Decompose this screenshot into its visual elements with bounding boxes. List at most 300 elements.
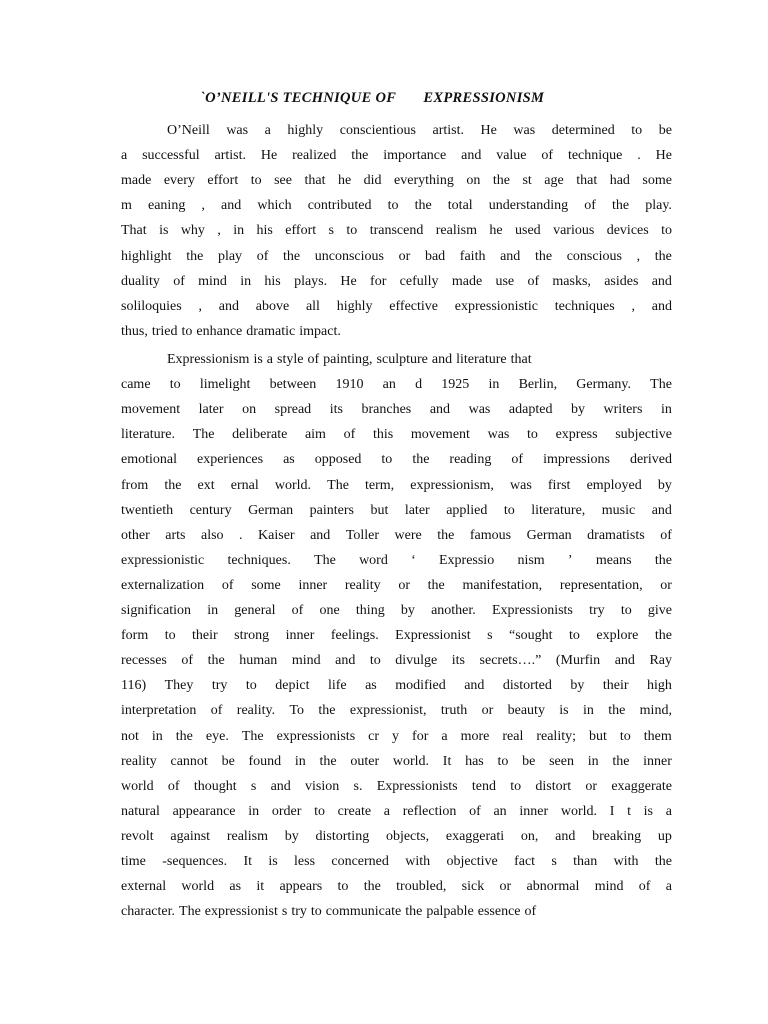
word: reality — [121, 753, 157, 769]
word: in — [151, 728, 163, 744]
word: highly — [336, 298, 373, 314]
word: breaking — [592, 828, 642, 844]
word: up — [657, 828, 672, 844]
word: understanding — [488, 198, 569, 214]
word: the — [207, 653, 225, 669]
word: in — [587, 753, 599, 769]
word: he — [489, 223, 503, 239]
word: communicate — [325, 904, 402, 920]
word: the — [654, 552, 672, 568]
word: world — [181, 879, 215, 895]
word: modified — [395, 678, 446, 694]
word: inner — [643, 753, 672, 769]
word: manifestation, — [462, 577, 543, 593]
text-line — [121, 376, 672, 394]
word: effort — [207, 173, 239, 189]
word: German — [526, 527, 572, 543]
word: movement — [410, 427, 470, 443]
word: distorted — [502, 678, 552, 694]
word: a — [121, 148, 128, 164]
word: adapted — [508, 402, 553, 418]
word: divulge — [395, 653, 438, 669]
word: beauty — [507, 703, 545, 719]
word: a — [665, 879, 672, 895]
word: inner — [519, 803, 549, 819]
word: is — [253, 352, 263, 367]
word: realized — [292, 148, 337, 164]
word: was — [226, 123, 249, 138]
word: as — [229, 879, 242, 895]
word: famous — [469, 527, 512, 543]
word: use — [495, 273, 515, 289]
word: form — [121, 628, 149, 644]
word: reflection — [402, 803, 457, 819]
word: to — [250, 173, 262, 189]
word: it — [256, 879, 265, 895]
word: were — [394, 527, 422, 543]
word: and — [555, 828, 576, 844]
word: that — [304, 173, 326, 189]
word: bad — [424, 248, 446, 264]
word: masks, — [552, 273, 591, 289]
word: expressionist, — [349, 703, 427, 719]
word: palpable — [426, 904, 474, 920]
word: in — [240, 273, 252, 289]
word: used — [515, 223, 541, 239]
word: reality; — [536, 728, 576, 744]
text-line — [121, 728, 672, 746]
word: externalization — [121, 577, 205, 593]
word: by — [657, 477, 672, 493]
word: to — [337, 879, 349, 895]
word: The — [241, 728, 264, 744]
word: asides — [604, 273, 639, 289]
word: in — [660, 402, 672, 418]
word: enhance — [196, 323, 243, 339]
word: cr — [368, 728, 380, 744]
word: thus, — [121, 323, 148, 339]
word: of — [167, 778, 180, 794]
word: subjective — [615, 427, 672, 443]
word: artist. — [432, 123, 464, 138]
word: , — [217, 223, 221, 239]
word: and — [464, 678, 485, 694]
word: is — [159, 223, 169, 239]
word: the — [654, 248, 672, 264]
word: exaggerate — [611, 778, 672, 794]
text-line — [121, 878, 672, 896]
word: is — [268, 854, 278, 869]
word: to — [510, 778, 522, 794]
word: of — [210, 703, 223, 719]
word: The — [650, 377, 672, 393]
word: seen — [549, 753, 574, 769]
word: , — [198, 298, 202, 314]
word: later — [198, 402, 224, 418]
word: literature — [456, 352, 507, 367]
word: in — [233, 223, 245, 239]
word: Expressionist — [395, 628, 471, 644]
word: eye. — [205, 728, 229, 744]
text-line — [121, 627, 672, 645]
word: the — [351, 148, 369, 164]
word: one — [319, 603, 340, 618]
word: in — [488, 377, 500, 393]
word: but — [370, 502, 389, 518]
word: impressions — [543, 452, 610, 468]
word: against — [170, 828, 211, 844]
word: a — [441, 728, 448, 744]
word: . — [239, 527, 243, 543]
word: mind, — [639, 703, 672, 719]
word: O’Neill — [167, 123, 210, 138]
word: Toller — [345, 527, 380, 543]
word: and — [218, 298, 239, 314]
word: He — [260, 148, 278, 164]
word: he — [337, 173, 352, 189]
word: s — [487, 628, 493, 644]
word: to — [381, 452, 393, 468]
word: painters — [309, 502, 354, 518]
word: y — [392, 728, 400, 744]
text-line — [167, 351, 672, 369]
word: another. — [431, 603, 476, 618]
word: 1910 — [335, 377, 364, 393]
word: and — [429, 402, 451, 418]
word: world. — [560, 803, 597, 819]
word: of — [307, 352, 320, 367]
word: to — [569, 628, 580, 644]
word: did — [363, 173, 382, 189]
word: , — [631, 298, 635, 314]
word: of — [291, 603, 304, 618]
word: st — [522, 173, 532, 189]
word: eaning — [148, 198, 186, 214]
word: ext — [197, 477, 215, 493]
word: 1925 — [441, 377, 470, 393]
word: value — [496, 148, 527, 164]
word: deliberate — [232, 427, 288, 443]
word: be — [658, 123, 672, 138]
word: and — [461, 148, 482, 164]
word: not — [121, 728, 139, 744]
text-line — [167, 122, 672, 140]
word: their — [602, 678, 629, 694]
word: depict — [275, 678, 310, 694]
word: to — [314, 803, 325, 819]
word: term, — [365, 477, 395, 493]
text-line — [121, 828, 672, 846]
word: He — [340, 273, 357, 289]
word: and — [651, 298, 672, 314]
word: total — [447, 198, 473, 214]
word: age — [544, 173, 564, 189]
word: outer — [350, 753, 380, 769]
word: movement — [121, 402, 181, 418]
word: or — [481, 703, 494, 719]
word: that — [510, 352, 532, 367]
text-line — [121, 677, 672, 695]
word: thought — [193, 778, 237, 794]
word: and — [310, 527, 331, 543]
word: expressionistic — [454, 298, 539, 314]
text-line — [121, 426, 672, 444]
word: realism — [226, 828, 269, 844]
word: (Murfin — [555, 653, 601, 669]
word: and — [431, 352, 453, 367]
word: German — [248, 502, 294, 518]
word: order — [271, 803, 302, 819]
word: Expressio — [438, 552, 495, 568]
word: The — [192, 427, 215, 443]
text-line — [121, 577, 672, 595]
word: than — [573, 854, 598, 869]
word: Germany. — [576, 377, 631, 393]
word: the — [534, 248, 553, 264]
word: of — [343, 427, 356, 443]
word: to — [497, 753, 509, 769]
word: arts — [165, 527, 186, 543]
word: style — [277, 352, 304, 367]
word: of — [660, 527, 672, 543]
text-line — [121, 401, 672, 419]
word: literature, — [531, 502, 586, 518]
word: to — [661, 223, 672, 239]
word: s — [281, 904, 288, 920]
word: or — [660, 577, 672, 593]
word: abnormal — [526, 879, 580, 895]
word: mind — [594, 879, 624, 895]
word: artist. — [214, 148, 247, 164]
word: a — [665, 803, 672, 819]
word: of — [527, 273, 540, 289]
word: of — [584, 198, 596, 214]
word: s. — [353, 778, 363, 794]
word: mind — [198, 273, 227, 289]
word: They — [164, 678, 194, 694]
word: to — [503, 502, 515, 518]
word: effort — [285, 223, 317, 239]
word: opposed — [314, 452, 362, 468]
text-line — [121, 652, 672, 670]
word: realism — [435, 223, 477, 239]
word: on — [242, 402, 257, 418]
word: concerned — [331, 854, 389, 869]
word: plays. — [294, 273, 328, 289]
word: to — [619, 728, 631, 744]
word: devices — [606, 223, 649, 239]
word: some — [251, 577, 281, 593]
word: to — [245, 678, 257, 694]
word: the — [654, 628, 672, 644]
word: vision — [305, 778, 340, 794]
word: of — [524, 904, 537, 920]
word: or — [499, 879, 512, 895]
word: representation, — [559, 577, 643, 593]
word: appearance — [172, 803, 236, 819]
word: contributed — [307, 198, 372, 214]
word: ’ — [567, 552, 573, 568]
word: applied — [446, 502, 488, 518]
word: and — [335, 653, 356, 669]
word: inner — [285, 628, 315, 644]
word: of — [173, 273, 185, 289]
word: s — [328, 223, 334, 239]
word: also — [200, 527, 224, 543]
word: why — [180, 223, 205, 239]
word: see — [274, 173, 292, 189]
word: conscientious — [339, 123, 416, 138]
text-line — [121, 803, 672, 821]
word: painting, — [323, 352, 373, 367]
word: found — [248, 753, 282, 769]
text-line — [121, 273, 672, 291]
word: the — [612, 753, 630, 769]
word: the — [608, 703, 626, 719]
word: his — [256, 223, 273, 239]
word: and — [270, 778, 291, 794]
word: emotional — [121, 452, 177, 468]
text-line — [121, 298, 672, 316]
word: try — [589, 603, 605, 618]
word: word — [359, 552, 388, 568]
word: distorting — [315, 828, 370, 844]
word: to — [387, 198, 399, 214]
word: the — [186, 248, 204, 264]
word: and — [221, 198, 242, 214]
word: later — [404, 502, 430, 518]
word: tried — [151, 323, 178, 339]
word: objective — [446, 854, 498, 869]
word: reality — [344, 577, 381, 593]
word: to — [620, 603, 632, 618]
word: a — [383, 803, 391, 819]
word: everything — [394, 173, 454, 189]
word: To — [289, 703, 305, 719]
word: to — [164, 628, 176, 644]
word: in — [294, 753, 306, 769]
word: s — [551, 854, 557, 869]
word: revolt — [121, 828, 154, 844]
word: and — [651, 502, 672, 518]
text-line — [121, 753, 672, 771]
word: had — [609, 173, 630, 189]
word: , — [636, 248, 641, 264]
word: experiences — [197, 452, 264, 468]
word: thing — [355, 603, 385, 618]
text-line — [121, 602, 672, 620]
word: objects, — [385, 828, 430, 844]
word: The — [327, 477, 349, 493]
word: Expressionists — [376, 778, 458, 794]
word: spread — [274, 402, 312, 418]
word: the — [437, 527, 455, 543]
word: It — [442, 753, 452, 769]
word: distort — [535, 778, 572, 794]
word: nism — [517, 552, 545, 568]
word: music — [601, 502, 636, 518]
word: to — [631, 123, 643, 138]
text-line — [121, 222, 672, 240]
word: . — [637, 148, 641, 164]
word: s — [250, 778, 257, 794]
word: their — [192, 628, 218, 644]
word: means — [595, 552, 632, 568]
word: world. — [274, 477, 312, 493]
word: the — [405, 904, 423, 920]
word: life — [327, 678, 347, 694]
word: century — [189, 502, 232, 518]
word: above — [255, 298, 290, 314]
word: high — [646, 678, 672, 694]
word: literature. — [121, 427, 176, 443]
word: but — [589, 728, 607, 744]
word: its — [451, 653, 466, 669]
word: appears — [279, 879, 323, 895]
word: It — [243, 854, 253, 869]
word: the — [175, 728, 193, 744]
word: t — [627, 803, 631, 819]
word: reading — [449, 452, 492, 468]
word: of — [541, 148, 554, 164]
word: is — [643, 803, 654, 819]
word: writers — [603, 402, 643, 418]
word: He — [655, 148, 672, 164]
word: to — [181, 323, 193, 339]
word: in — [582, 703, 594, 719]
word: dramatic — [246, 323, 296, 339]
word: more — [460, 728, 490, 744]
word: play — [217, 248, 243, 264]
word: a — [266, 352, 274, 367]
word: was — [468, 402, 491, 418]
word: impact. — [299, 323, 341, 339]
word: to — [310, 904, 322, 920]
word: this — [372, 427, 394, 443]
word: by — [570, 402, 585, 418]
word: create — [337, 803, 372, 819]
word: with — [405, 854, 431, 869]
word: try — [291, 904, 307, 920]
word: expressionism, — [410, 477, 494, 493]
word: to — [169, 377, 181, 393]
word: various — [553, 223, 595, 239]
word: is — [559, 703, 569, 719]
word: give — [647, 603, 672, 618]
word: exaggerati — [445, 828, 505, 844]
word: the — [414, 198, 432, 214]
word: importance — [383, 148, 447, 164]
text-line — [121, 477, 672, 495]
word: for — [370, 273, 387, 289]
word: general — [234, 603, 276, 618]
word: technique — [567, 148, 623, 164]
text-line — [121, 502, 672, 520]
word: d — [415, 377, 423, 393]
word: by — [284, 828, 299, 844]
word: duality — [121, 273, 160, 289]
word: cannot — [170, 753, 208, 769]
word: with — [613, 854, 639, 869]
word: of — [256, 248, 269, 264]
word: world — [121, 778, 154, 794]
word: unconscious — [314, 248, 384, 264]
word: that — [576, 173, 598, 189]
word: conscious — [566, 248, 622, 264]
word: was — [513, 123, 536, 138]
word: them — [643, 728, 672, 744]
word: expressionist — [204, 904, 278, 920]
